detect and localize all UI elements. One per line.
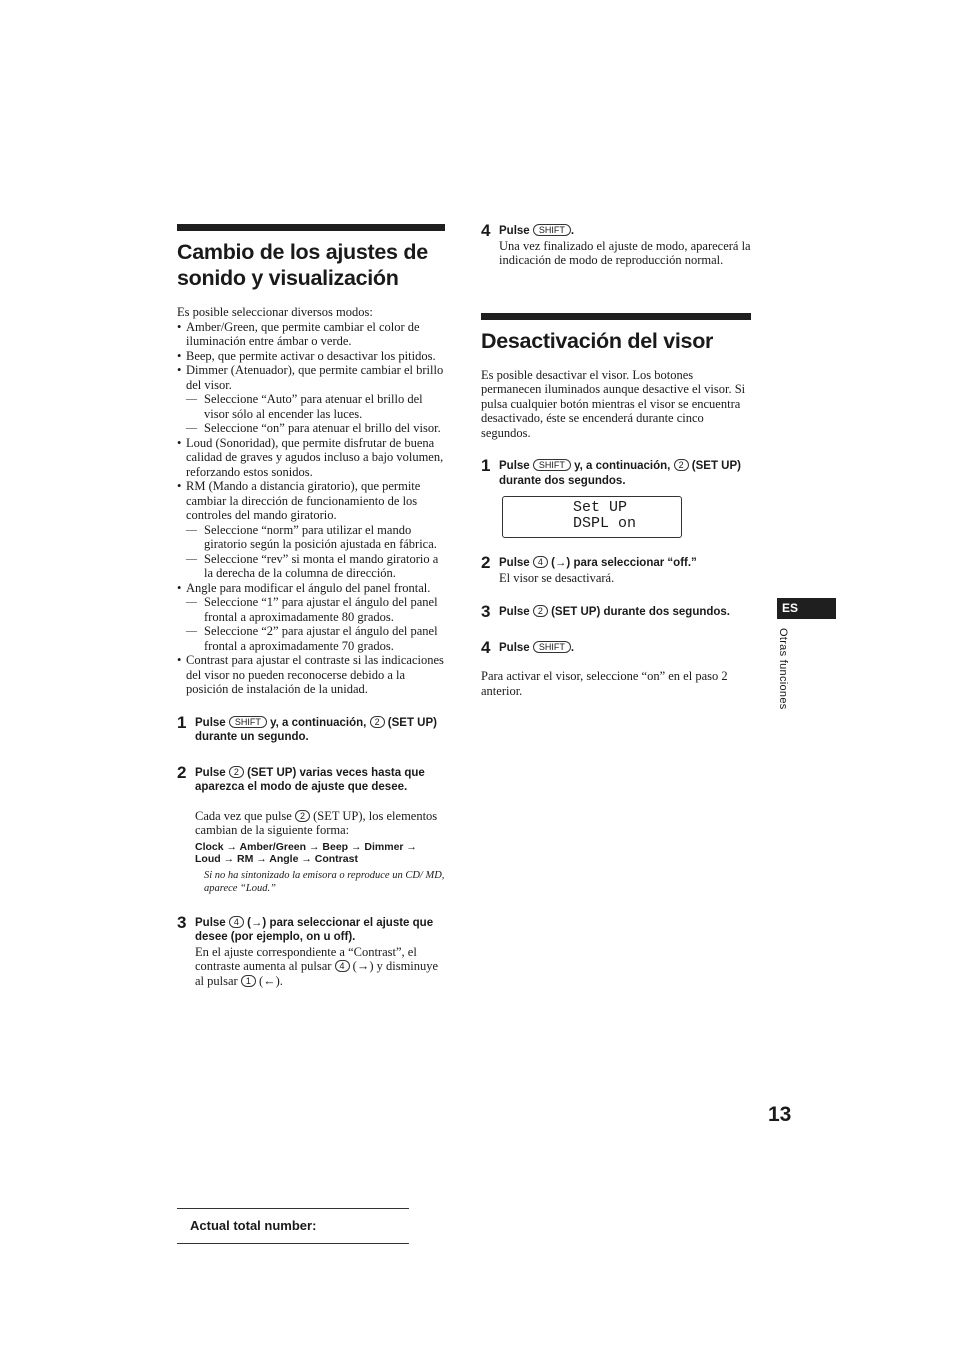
- list-item: • Loud (Sonoridad), que permite disfrutar de buena calidad de graves y agudos incluso a bajo volumen, reforzando estos sonidos.: [177, 436, 445, 480]
- page-number: 13: [768, 1103, 792, 1126]
- shift-button-icon: SHIFT: [229, 716, 267, 728]
- step-2: 2 Pulse 2 (SET UP) varias veces hasta que aparezca el modo de ajuste que desee. Cada vez que pulse 2 (SET UP), los elementos cambian de la siguiente forma: Clock → Amber/Green → Beep → Dimmer → Loud → RM → Angle → Contrast Si no ha sintonizado la emisora o reproduce un CD/ MD, aparece “Loud.”: [177, 762, 445, 894]
- footer-box: [177, 1208, 409, 1244]
- step-3: 3 Pulse 2 (SET UP) durante dos segundos.: [481, 602, 731, 621]
- section-rule: [481, 313, 751, 320]
- step-4: 4 Pulse SHIFT . Una vez finalizado el ajuste de modo, aparecerá la indicación de modo de reproducción normal.: [481, 221, 751, 267]
- footer-label: Actual total number:: [190, 1218, 317, 1233]
- list-item: • RM (Mando a distancia giratorio), que permite cambiar la dirección de funcionamiento de los controles del mando giratorio. — Seleccione “norm” para utilizar el mando giratorio según la posición ajustada en fábrica. — Seleccione “rev” si monta el mando giratorio a la derecha de la columna de dirección.: [177, 479, 445, 581]
- section-side-label: Otras funciones: [777, 628, 789, 710]
- shift-button-icon: SHIFT: [533, 641, 571, 653]
- step-text: En el ajuste correspondiente a “Contrast”, el contraste aumenta al pulsar 4 (→) y disminuye al pulsar 1 (←).: [195, 944, 439, 988]
- key-2-icon: 2: [295, 810, 310, 822]
- list-item: • Dimmer (Atenuador), que permite cambiar el brillo del visor. — Seleccione “Auto” para atenuar el brillo del visor sólo al encender las luces. — Seleccione “on” para atenuar el brillo del visor.: [177, 363, 445, 436]
- key-2-icon: 2: [229, 766, 244, 778]
- sub-item: — Seleccione “1” para ajustar el ángulo del panel frontal a aproximadamente 80 grados.: [186, 595, 445, 624]
- display-line: DSPL on: [573, 515, 637, 532]
- note-text: Si no ha sintonizado la emisora o reproduce un CD/ MD, aparece “Loud.”: [204, 869, 445, 894]
- step-3: 3 Pulse 4 (→) para seleccionar el ajuste que desee (por ejemplo, on u off). En el ajuste correspondiente a “Contrast”, el contraste aumenta al pulsar 4 (→) y disminuye al pulsar 1 (←).: [177, 916, 445, 989]
- section-title: Desactivación del visor: [481, 328, 714, 353]
- mode-list: [177, 320, 445, 697]
- left-column: [177, 224, 445, 988]
- step-text: Una vez finalizado el ajuste de modo, aparecerá la indicación de modo de reproducción normal.: [499, 238, 751, 267]
- shift-button-icon: SHIFT: [533, 224, 571, 236]
- key-2-icon: 2: [533, 605, 548, 617]
- step-text: El visor se desactivará.: [499, 570, 615, 585]
- list-item: • Angle para modificar el ángulo del panel frontal. — Seleccione “1” para ajustar el ángulo del panel frontal a aproximadamente 80 grados. — Seleccione “2” para ajustar el ángulo del panel frontal a aproximadamente 70 grados.: [177, 581, 445, 654]
- shift-button-icon: SHIFT: [533, 459, 571, 471]
- key-4-icon: 4: [229, 916, 244, 928]
- list-item: • Beep, que permite activar o desactivar los pitidos.: [177, 349, 445, 364]
- list-item: • Amber/Green, que permite cambiar el color de iluminación entre ámbar o verde.: [177, 320, 445, 349]
- display-illustration: [502, 496, 682, 538]
- step-2: 2 Pulse 4 (→) para seleccionar “off.” El visor se desactivará.: [481, 556, 751, 585]
- list-item: • Contrast para ajustar el contraste si las indicaciones del visor no pueden reconocerse debido a la posición de instalación de la unidad.: [177, 653, 445, 697]
- key-4-icon: 4: [533, 556, 548, 568]
- intro-text: Es posible seleccionar diversos modos:: [177, 305, 373, 319]
- sequence-line: Clock → Amber/Green → Beep → Dimmer →: [195, 840, 417, 853]
- outro-text: Para activar el visor, seleccione “on” en el paso 2 anterior.: [481, 669, 728, 698]
- sub-item: — Seleccione “on” para atenuar el brillo del visor.: [186, 421, 445, 436]
- key-1-icon: 1: [241, 975, 256, 987]
- sub-item: — Seleccione “norm” para utilizar el mando giratorio según la posición ajustada en fábrica.: [186, 523, 445, 552]
- key-4-icon: 4: [335, 960, 350, 972]
- language-tab: ES: [777, 598, 836, 619]
- key-2-icon: 2: [370, 716, 385, 728]
- right-column: [481, 221, 751, 698]
- intro-text: Es posible desactivar el visor. Los botones permanecen iluminados aunque desactive el visor. Si pulsa cualquier botón mientras el visor se encuentra desactivado, éste se encenderá durante cinco segundos.: [481, 367, 746, 440]
- sub-item: — Seleccione “rev” si monta el mando giratorio a la derecha de la columna de dirección.: [186, 552, 445, 581]
- section-rule: [177, 224, 445, 231]
- display-line: Set UP: [573, 499, 628, 516]
- key-2-icon: 2: [674, 459, 689, 471]
- sub-item: — Seleccione “Auto” para atenuar el brillo del visor sólo al encender las luces.: [186, 392, 445, 421]
- sequence-line: Loud → RM → Angle → Contrast: [195, 853, 358, 865]
- sub-item: — Seleccione “2” para ajustar el ángulo del panel frontal a aproximadamente 70 grados.: [186, 624, 445, 653]
- section-title: Cambio de los ajustes de sonido y visualización: [177, 240, 428, 290]
- step-4: 4 Pulse SHIFT .: [481, 637, 575, 657]
- step-1: 1 Pulse SHIFT y, a continuación, 2 (SET UP) durante un segundo.: [177, 712, 437, 743]
- step-text: Cada vez que pulse 2 (SET UP), los elementos cambian de la siguiente forma:: [195, 808, 438, 837]
- step-1: 1 Pulse SHIFT y, a continuación, 2 (SET UP) durante dos segundos.: [481, 456, 741, 487]
